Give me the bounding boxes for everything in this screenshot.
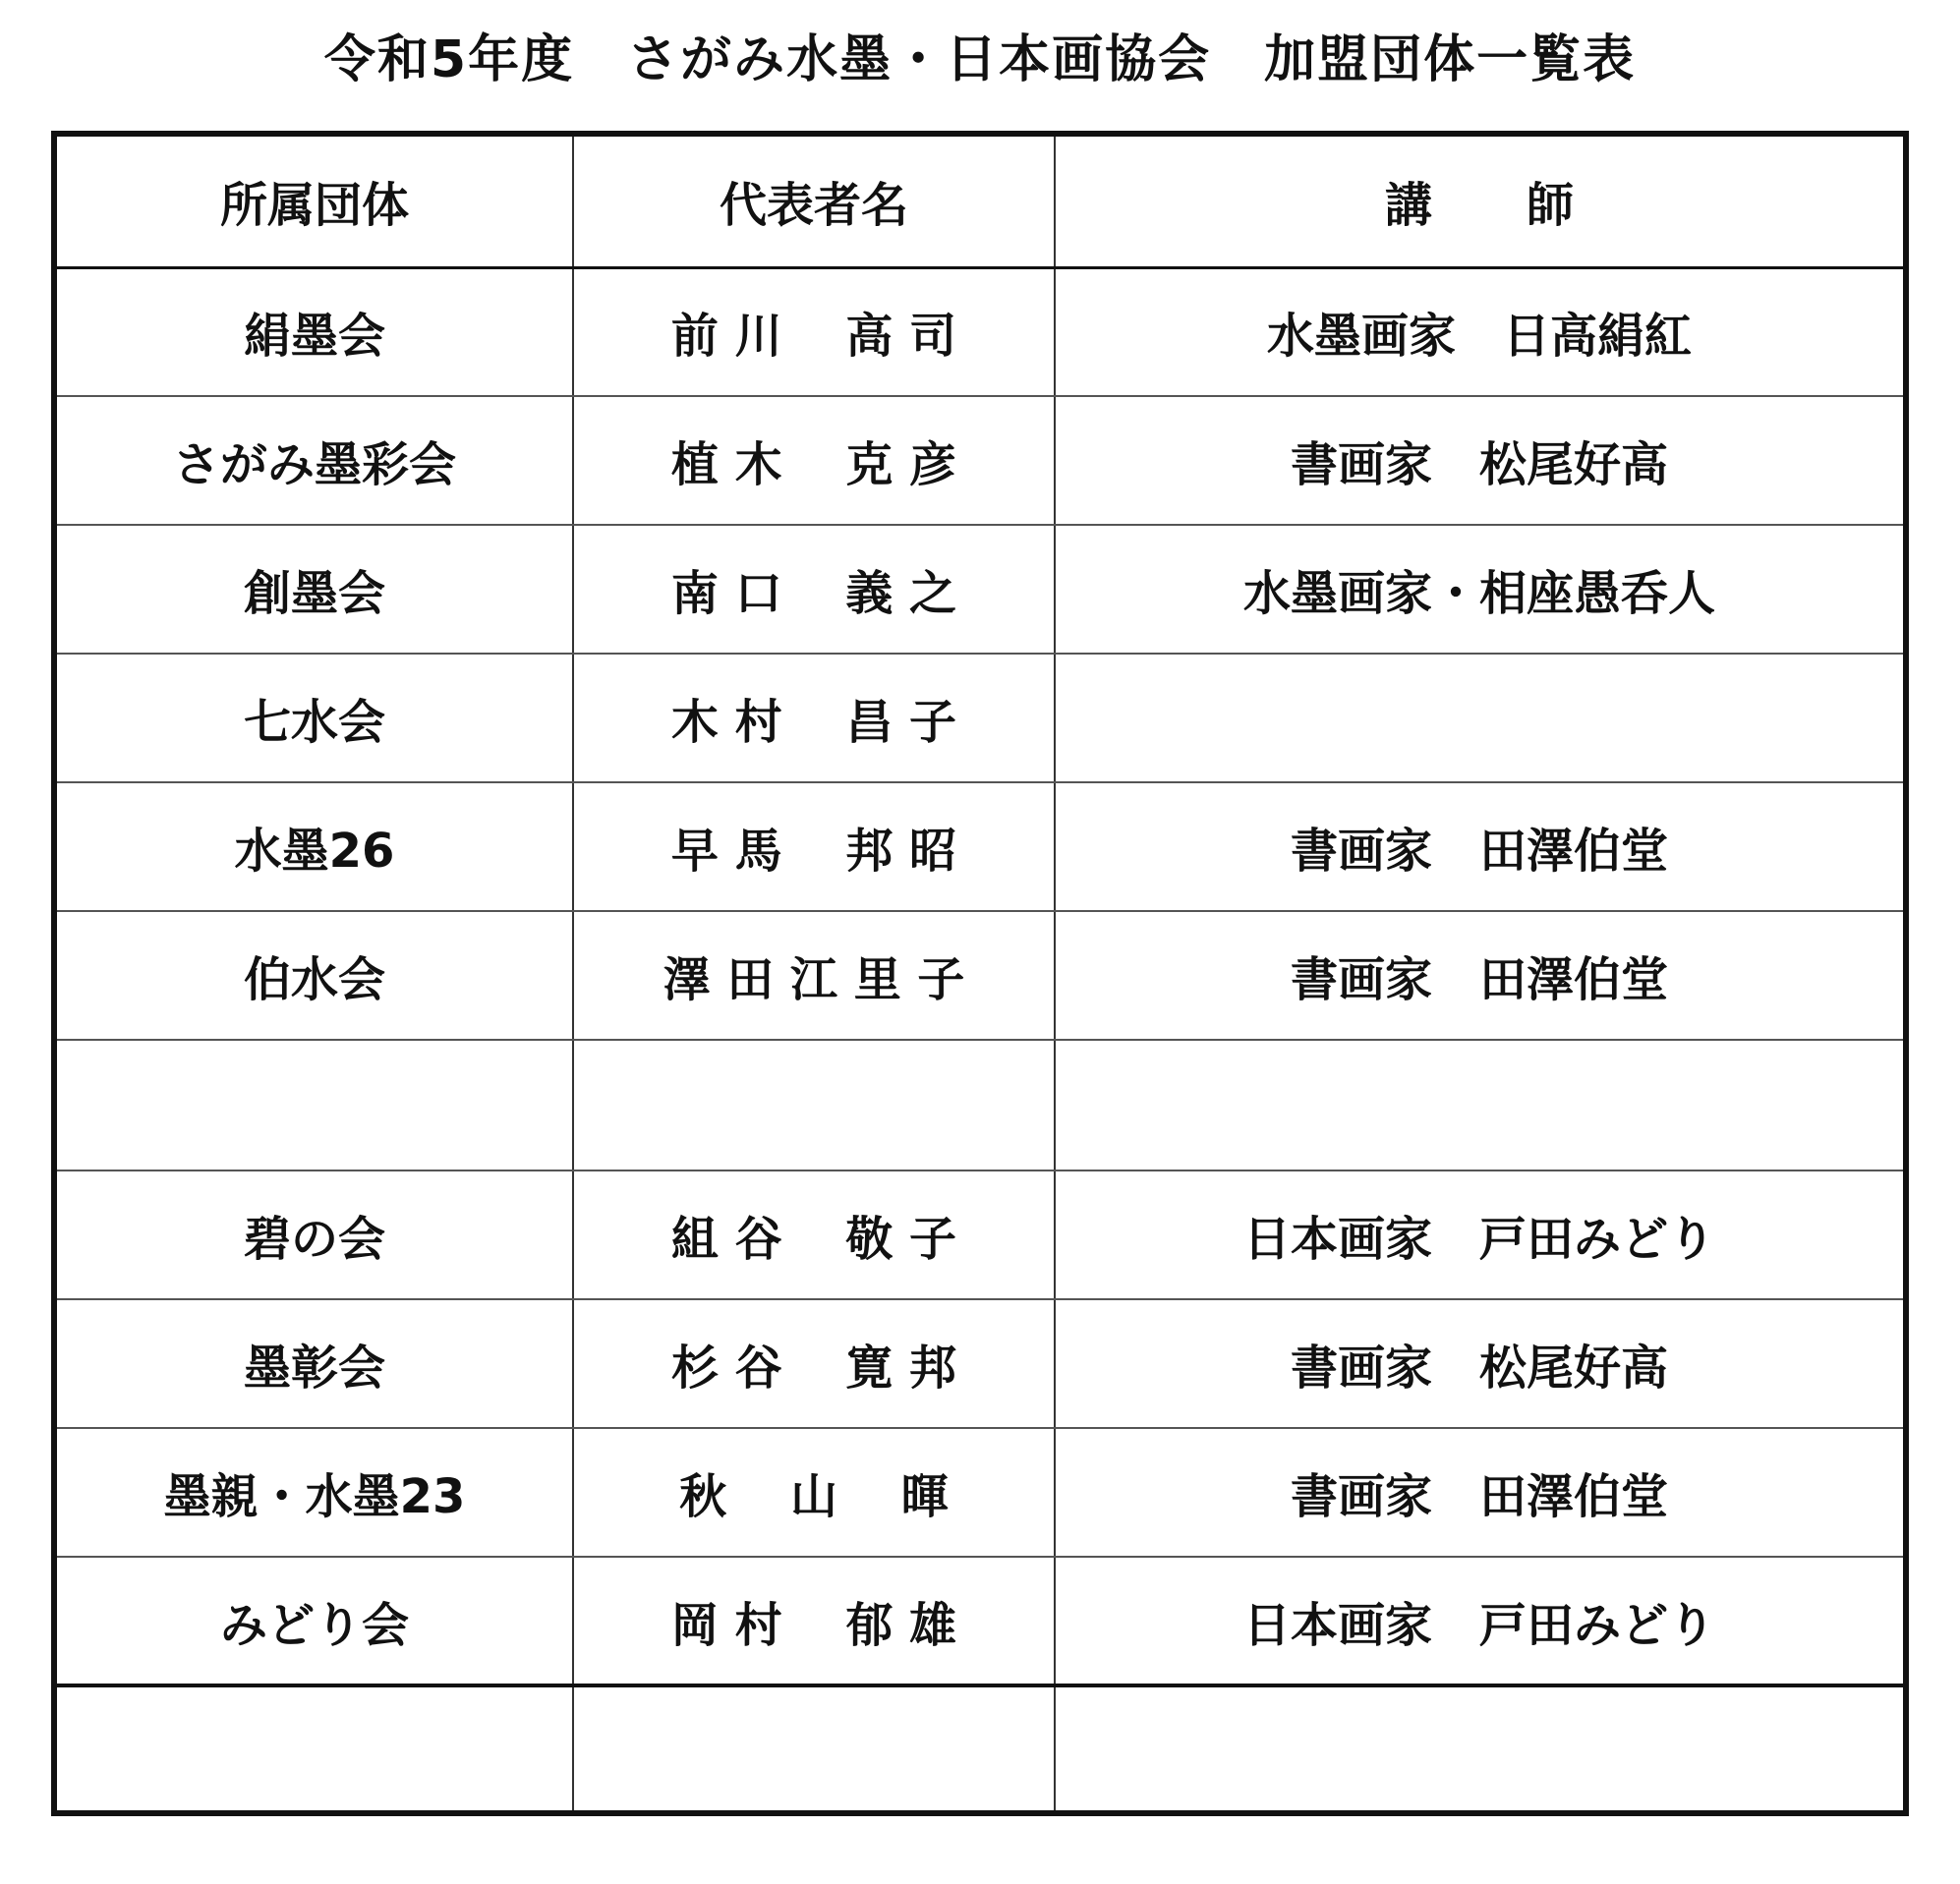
instructor-cell: 書画家 田澤伯堂: [1055, 911, 1903, 1040]
group-name-cell: 絹墨会: [57, 267, 573, 396]
group-name-cell: 創墨会: [57, 525, 573, 654]
table-row: [57, 1170, 1903, 1299]
instructor-cell: [1055, 1685, 1903, 1810]
instructor-cell: 日本画家 戸田みどり: [1055, 1170, 1903, 1299]
representative-cell: 早 馬 邦 昭: [573, 782, 1055, 911]
representative-cell: [573, 1040, 1055, 1170]
representative-cell: 澤 田 江 里 子: [573, 911, 1055, 1040]
instructor-cell: 水墨画家 日高絹紅: [1055, 267, 1903, 396]
representative-cell: 木 村 昌 子: [573, 654, 1055, 782]
group-name-cell: [57, 1040, 573, 1170]
instructor-cell: [1055, 1040, 1903, 1170]
representative-cell: 岡 村 郁 雄: [573, 1557, 1055, 1685]
group-name-cell: 碧の会: [57, 1170, 573, 1299]
representative-cell: 杉 谷 寛 邦: [573, 1299, 1055, 1428]
member-groups-table-frame: [51, 131, 1909, 1816]
table-header-row: [57, 137, 1903, 267]
instructor-cell: 書画家 田澤伯堂: [1055, 1428, 1903, 1557]
table-row: [57, 654, 1903, 782]
group-name-cell: さがみ墨彩会: [57, 396, 573, 525]
instructor-cell: 日本画家 戸田みどり: [1055, 1557, 1903, 1685]
group-name-cell: みどり会: [57, 1557, 573, 1685]
group-name-cell: 墨親・水墨23: [57, 1428, 573, 1557]
group-name-cell: 七水会: [57, 654, 573, 782]
table-row: [57, 1428, 1903, 1557]
table-row: [57, 267, 1903, 396]
instructor-cell: 書画家 松尾好高: [1055, 1299, 1903, 1428]
header-group: 所属団体: [57, 137, 573, 267]
instructor-cell: 書画家 松尾好高: [1055, 396, 1903, 525]
representative-cell: 前 川 高 司: [573, 267, 1055, 396]
table-row-empty: [57, 1685, 1903, 1810]
group-name-cell: [57, 1685, 573, 1810]
instructor-cell: 書画家 田澤伯堂: [1055, 782, 1903, 911]
table-row: [57, 525, 1903, 654]
group-name-cell: 墨彰会: [57, 1299, 573, 1428]
representative-cell: 植 木 克 彦: [573, 396, 1055, 525]
table-row: [57, 911, 1903, 1040]
instructor-cell: [1055, 654, 1903, 782]
header-representative: 代表者名: [573, 137, 1055, 267]
representative-cell: 秋 山 暉: [573, 1428, 1055, 1557]
representative-cell: 南 口 義 之: [573, 525, 1055, 654]
table-row: [57, 782, 1903, 911]
table-row: [57, 396, 1903, 525]
table-row: [57, 1557, 1903, 1685]
document-title: 令和5年度 さがみ水墨・日本画協会 加盟団体一覧表: [323, 30, 1637, 89]
table-row-empty: [57, 1040, 1903, 1170]
group-name-cell: 伯水会: [57, 911, 573, 1040]
instructor-cell: 水墨画家・相座愚呑人: [1055, 525, 1903, 654]
header-instructor: 講 師: [1055, 137, 1903, 267]
representative-cell: 組 谷 敬 子: [573, 1170, 1055, 1299]
table-row: [57, 1299, 1903, 1428]
group-name-cell: 水墨26: [57, 782, 573, 911]
member-groups-table: [57, 137, 1903, 1810]
representative-cell: [573, 1685, 1055, 1810]
